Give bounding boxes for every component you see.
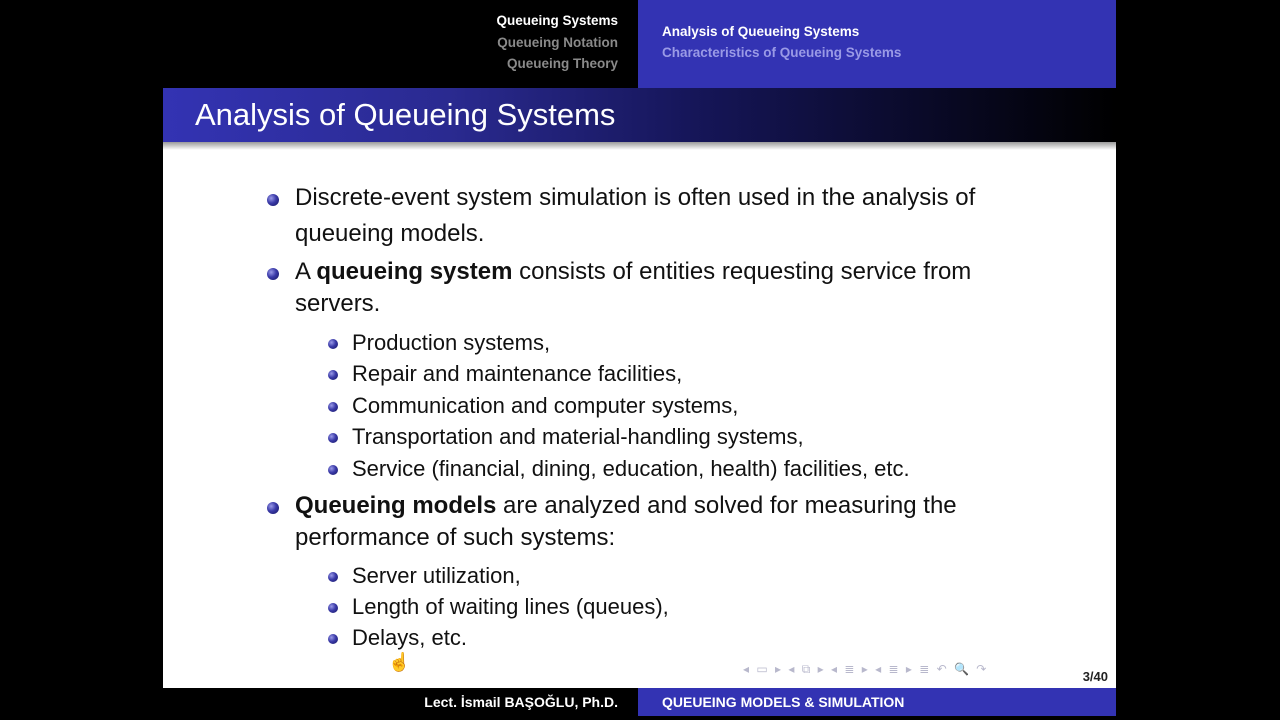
nav-section-queueing-theory[interactable]: Queueing Theory	[506, 56, 618, 71]
sub-bullet-icon	[328, 634, 338, 644]
sub-bullet-icon	[328, 402, 338, 412]
sub-bullet-icon	[328, 339, 338, 349]
sub-item: Server utilization,	[352, 563, 521, 588]
frame-title: Analysis of Queueing Systems	[195, 97, 616, 132]
bullet-icon	[267, 194, 279, 206]
bullet-2-rest: consists of entities requesting service from	[512, 258, 972, 285]
bullet-2-prefix: A	[295, 258, 317, 285]
hand-cursor-icon: ☝	[388, 652, 411, 672]
bullet-3-bold-term: Queueing models	[295, 492, 497, 519]
nav-section-queueing-systems[interactable]: Queueing Systems	[496, 13, 618, 28]
sub-bullet-icon	[328, 572, 338, 582]
bullet-1-line-1: Discrete-event system simulation is often used in the analysis of	[295, 184, 976, 211]
slide	[163, 0, 1116, 720]
nav-section-queueing-notation[interactable]: Queueing Notation	[497, 35, 618, 50]
footer-course-bar	[638, 688, 1116, 716]
sub-bullet-icon	[328, 433, 338, 443]
footer-author-bar	[163, 688, 638, 716]
beamer-navigation-controls[interactable]: ◂ ▭ ▸ ◂ ⧉ ▸ ◂ ≣ ▸ ◂ ≣ ▸ ≣ ↶ 🔍 ↷	[743, 662, 989, 676]
title-shadow	[163, 142, 1116, 150]
bullet-2-line-1	[295, 255, 1065, 289]
sub-item: Service (financial, dining, education, health) facilities, etc.	[352, 456, 910, 481]
bullet-2-bold-term: queueing system	[316, 258, 513, 285]
bullet-2-line-2: servers.	[295, 290, 381, 317]
sub-bullet-icon	[328, 465, 338, 475]
sub-bullet-icon	[328, 370, 338, 380]
sub-item: Length of waiting lines (queues),	[352, 594, 669, 619]
page-number: 3/40	[1082, 669, 1108, 684]
nav-subsection-characteristics[interactable]: Characteristics of Queueing Systems	[662, 45, 902, 60]
sub-item: Communication and computer systems,	[352, 393, 739, 418]
subsection-navigation	[638, 0, 1116, 88]
footer-author: Lect. İsmail BAŞOĞLU, Ph.D.	[424, 694, 618, 710]
sub-item: Production systems,	[352, 330, 551, 355]
sub-bullet-icon	[328, 603, 338, 613]
section-navigation	[163, 0, 638, 88]
footer-course: QUEUEING MODELS & SIMULATION	[662, 694, 905, 710]
bullet-icon	[267, 502, 279, 514]
nav-subsection-analysis[interactable]: Analysis of Queueing Systems	[662, 24, 860, 39]
bullet-1-line-2: queueing models.	[295, 220, 485, 247]
bullet-3-rest: are analyzed and solved for measuring the	[496, 492, 957, 519]
frame-title-bar	[163, 88, 1116, 142]
bullet-3-line-1	[295, 489, 1065, 523]
bullet-icon	[267, 268, 279, 280]
bullet-3-line-2: performance of such systems:	[295, 524, 616, 551]
sub-item: Delays, etc.	[352, 625, 467, 650]
sub-item: Repair and maintenance facilities,	[352, 361, 683, 386]
sub-item: Transportation and material-handling systems,	[352, 424, 804, 449]
